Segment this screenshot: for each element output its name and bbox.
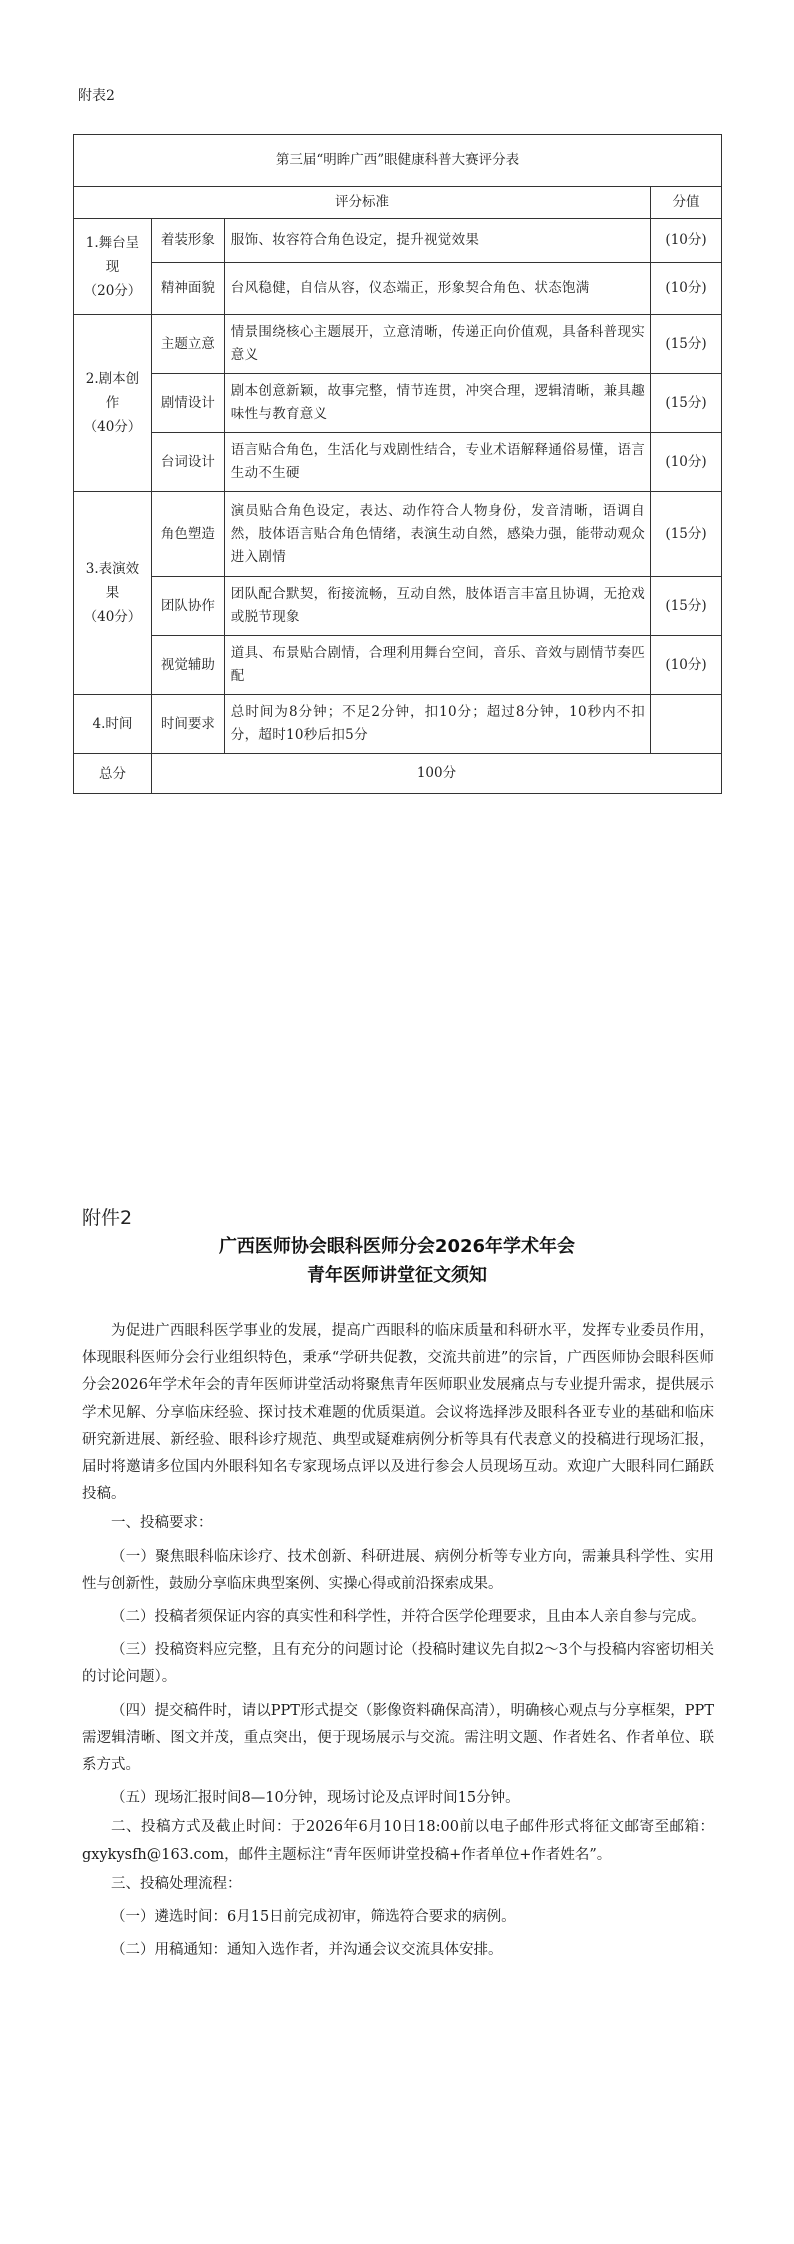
intro-paragraph: 为促进广西眼科医学事业的发展，提高广西眼科的临床质量和科研水平，发挥专业委员作用，体现眼科医师分会行业组织特色，秉承“学研共促教，交流共前进”的宗旨，广西医师协会眼科医师分会2026年学术年会的青年医师讲堂活动将聚焦青年医师职业发展痛点与专业提升需求，提供展示学术见解、分享临床经验、探讨技术难题的优质渠道。会议将选择涉及眼科各亚专业的基础和临床研究新进展、新经验、眼科诊疗规范、典型或疑难病例分析等具有代表意义的投稿进行现场汇报，届时将邀请多位国内外眼科知名专家现场点评以及进行参会人员现场互动。欢迎广大眼科同仁踊跃投稿。 <box>82 1323 714 1503</box>
section-heading: 一、投稿要求： <box>111 1515 213 1532</box>
subcategory: 主题立意 <box>151 315 224 374</box>
criteria-text: 道具、布景贴合剧情，合理利用舞台空间，音乐、音效与剧情节奏匹配 <box>224 636 650 695</box>
score-value: (15分) <box>651 492 722 577</box>
subcategory: 着装形象 <box>151 219 224 263</box>
total-value: 100分 <box>151 754 721 794</box>
score-value: (10分) <box>651 433 722 492</box>
attachment-label: 附表2 <box>78 88 115 104</box>
notice-title-line2: 青年医师讲堂征文须知 <box>307 1265 487 1286</box>
criteria-text: 服饰、妆容符合角色设定，提升视觉效果 <box>224 219 650 263</box>
process-item: （一）遴选时间：6月15日前完成初审，筛选符合要求的病例。 <box>111 1909 516 1926</box>
table-row <box>74 263 722 315</box>
table-row <box>74 374 722 433</box>
table-title: 第三届“明眸广西”眼健康科普大赛评分表 <box>74 135 722 187</box>
subcategory: 时间要求 <box>151 695 224 754</box>
table-header-row <box>74 187 722 219</box>
notice-attachment-label: 附件2 <box>82 1207 133 1229</box>
subcategory: 精神面貌 <box>151 263 224 315</box>
criteria-text: 总时间为8分钟；不足2分钟，扣10分；超过8分钟，10秒内不扣分，超时10秒后扣5分 <box>224 695 650 754</box>
table-row <box>74 219 722 263</box>
score-value: (10分) <box>651 636 722 695</box>
requirement-item: （二）投稿者须保证内容的真实性和科学性，并符合医学伦理要求，且由本人亲自参与完成。 <box>111 1609 706 1626</box>
requirement-item: （五）现场汇报时间8—10分钟，现场讨论及点评时间15分钟。 <box>111 1790 520 1807</box>
subcategory: 角色塑造 <box>151 492 224 577</box>
score-value: (15分) <box>651 315 722 374</box>
table-row <box>74 577 722 636</box>
table-row <box>74 636 722 695</box>
category-script: 2.剧本创 作 （40分） <box>74 315 152 492</box>
score-value <box>651 695 722 754</box>
header-criteria: 评分标准 <box>74 187 651 219</box>
section-heading: 二、投稿方式及截止时间：于2026年6月10日18:00前以电子邮件形式将征文邮寄至邮箱：gxykysfh@163.com，邮件主题标注“青年医师讲堂投稿+作者单位+作者姓名”。 <box>82 1819 714 1863</box>
table-row <box>74 695 722 754</box>
criteria-text: 语言贴合角色，生活化与戏剧性结合，专业术语解释通俗易懂，语言生动不生硬 <box>224 433 650 492</box>
subcategory: 视觉辅助 <box>151 636 224 695</box>
table-row <box>74 433 722 492</box>
criteria-text: 团队配合默契，衔接流畅，互动自然，肢体语言丰富且协调，无抢戏或脱节现象 <box>224 577 650 636</box>
total-label: 总分 <box>74 754 152 794</box>
notice-title-line1: 广西医师协会眼科医师分会2026年学术年会 <box>218 1236 576 1257</box>
table-row <box>74 492 722 577</box>
criteria-text: 情景围绕核心主题展开，立意清晰，传递正向价值观，具备科普现实意义 <box>224 315 650 374</box>
subcategory: 台词设计 <box>151 433 224 492</box>
category-stage: 1.舞台呈 现 （20分） <box>74 219 152 315</box>
requirement-item: （三）投稿资料应完整，且有充分的问题讨论（投稿时建议先自拟2～3个与投稿内容密切相关的讨论问题）。 <box>82 1642 714 1686</box>
requirement-item: （一）聚焦眼科临床诊疗、技术创新、科研进展、病例分析等专业方向，需兼具科学性、实用性与创新性，鼓励分享临床典型案例、实操心得或前沿探索成果。 <box>82 1548 714 1592</box>
subcategory: 团队协作 <box>151 577 224 636</box>
score-value: (15分) <box>651 374 722 433</box>
subcategory: 剧情设计 <box>151 374 224 433</box>
score-value: (10分) <box>651 219 722 263</box>
header-score: 分值 <box>651 187 722 219</box>
requirement-item: （四）提交稿件时，请以PPT形式提交（影像资料确保高清），明确核心观点与分享框架，PPT需逻辑清晰、图文并茂，重点突出，便于现场展示与交流。需注明文题、作者姓名、作者单位、联系方式。 <box>82 1702 714 1774</box>
score-value: (15分) <box>651 577 722 636</box>
total-row <box>74 754 722 794</box>
score-value: (10分) <box>651 263 722 315</box>
category-time: 4.时间 <box>74 695 152 754</box>
notice-body <box>82 1318 714 1964</box>
scoring-table <box>73 134 722 794</box>
criteria-text: 台风稳健，自信从容，仪态端正，形象契合角色、状态饱满 <box>224 263 650 315</box>
category-performance: 3.表演效 果 （40分） <box>74 492 152 695</box>
process-item: （二）用稿通知：通知入选作者，并沟通会议交流具体安排。 <box>111 1942 503 1959</box>
criteria-text: 演员贴合角色设定，表达、动作符合人物身份，发音清晰，语调自然，肢体语言贴合角色情绪，表演生动自然，感染力强，能带动观众进入剧情 <box>224 492 650 577</box>
section-heading: 三、投稿处理流程： <box>111 1875 242 1892</box>
table-title-row <box>74 135 722 187</box>
table-row <box>74 315 722 374</box>
criteria-text: 剧本创意新颖，故事完整，情节连贯，冲突合理，逻辑清晰，兼具趣味性与教育意义 <box>224 374 650 433</box>
